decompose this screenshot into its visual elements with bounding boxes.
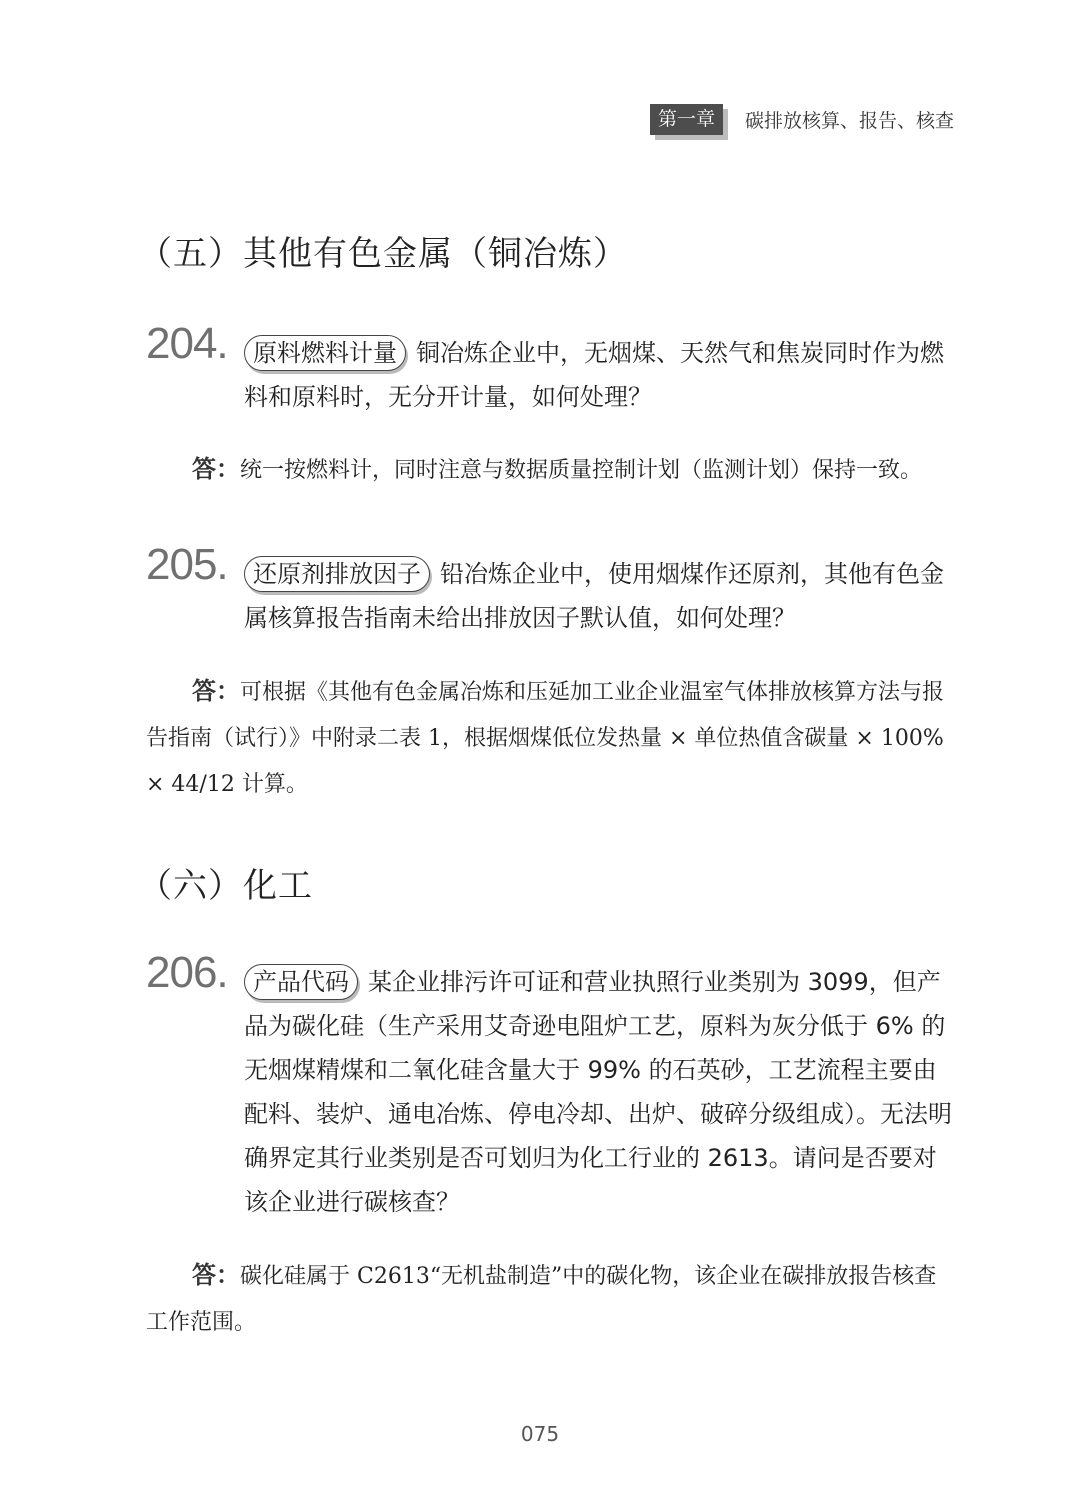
- answer-label: 答：: [192, 677, 240, 705]
- answer-body: 可根据《其他有色金属冶炼和压延加工业企业温室气体排放核算方法与报告指南（试行）》中附录二表 1，根据烟煤低位发热量 × 单位热值含碳量 × 100% × 44/12 计算。: [146, 680, 945, 797]
- question-205: [146, 540, 954, 640]
- page-number: 075: [520, 1422, 560, 1446]
- question-text: [244, 552, 954, 640]
- section-title-chemical: （六）化工: [138, 866, 313, 906]
- question-206: [146, 948, 954, 1224]
- section-title-nonferrous: （五）其他有色金属（铜冶炼）: [138, 234, 628, 274]
- question-body: 铅冶炼企业中，使用烟煤作还原剂，其他有色金属核算报告指南未给出排放因子默认值，如何处理？: [244, 560, 944, 632]
- answer-body: 统一按燃料计，同时注意与数据质量控制计划（监测计划）保持一致。: [240, 458, 923, 483]
- question-number: 204.: [146, 319, 228, 368]
- topic-tag: 原料燃料计量: [244, 335, 406, 371]
- answer-label: 答：: [192, 455, 240, 483]
- answer-label: 答：: [192, 1261, 240, 1289]
- question-number: 205.: [146, 540, 228, 589]
- question-text: [244, 960, 954, 1224]
- question-body: 某企业排污许可证和营业执照行业类别为 3099，但产品为碳化硅（生产采用艾奇逊电阻炉工艺，原料为灰分低于 6% 的无烟煤精煤和二氧化硅含量大于 99% 的石英砂，工艺流程主要由配料、装炉、通电冶炼、停电冷却、出炉、破碎分级组成）。无法明确界定其行业类别是否可划归为化工行业的 2613。请问是否要对该企业进行碳核查？: [244, 968, 952, 1216]
- page-header: [650, 104, 954, 135]
- answer-204: [146, 446, 954, 494]
- answer-206: [146, 1252, 954, 1346]
- answer-205: [146, 668, 954, 808]
- topic-tag: 产品代码: [244, 964, 358, 1000]
- chapter-tag: 第一章: [650, 104, 723, 135]
- question-number: 206.: [146, 948, 228, 997]
- answer-body: 碳化硅属于 C2613“无机盐制造”中的碳化物，该企业在碳排放报告核查工作范围。: [146, 1264, 937, 1335]
- chapter-title: 碳排放核算、报告、核查: [744, 110, 954, 132]
- topic-tag: 还原剂排放因子: [244, 556, 430, 592]
- question-204: [146, 319, 954, 419]
- question-text: [244, 331, 954, 419]
- question-body: 铜冶炼企业中，无烟煤、天然气和焦炭同时作为燃料和原料时，无分开计量，如何处理？: [244, 339, 944, 411]
